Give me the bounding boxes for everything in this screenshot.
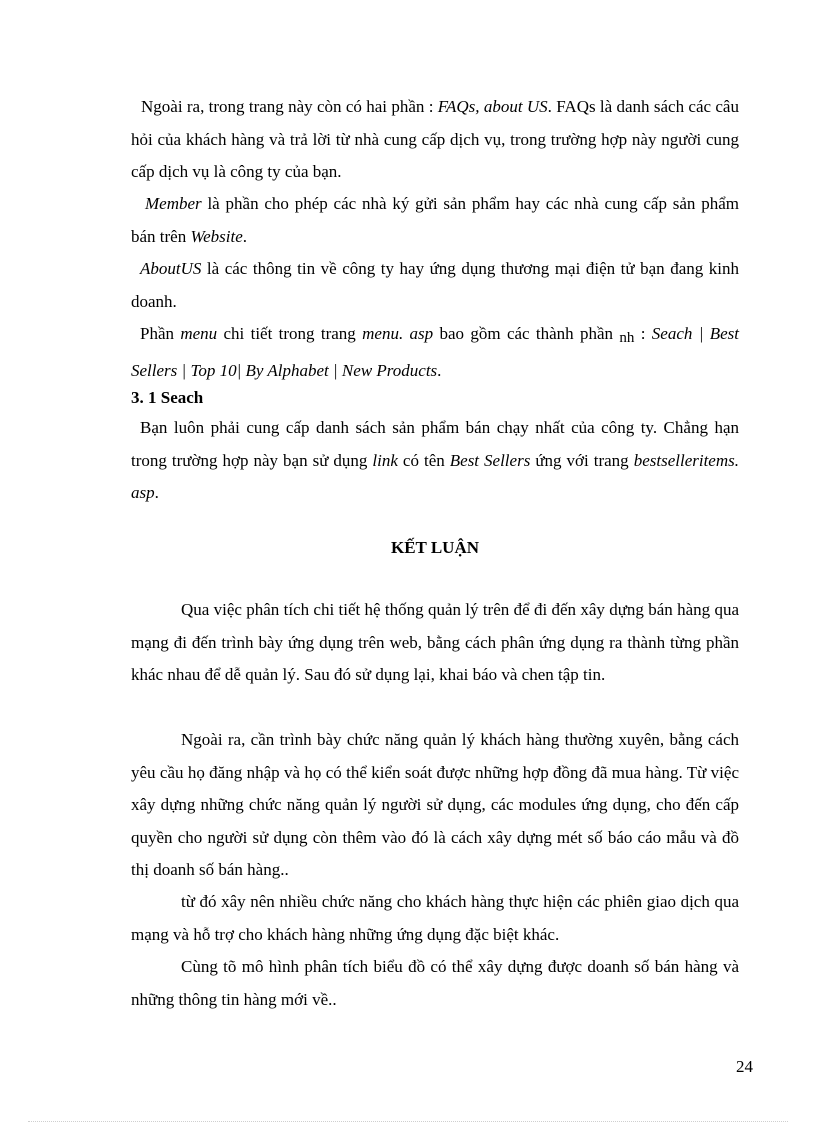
conclusion-paragraph: Ngoài ra, cần trình bày chức năng quản lý khách hàng thường xuyên, bằng cách yêu cầu họ đăng nhập và họ có thể kiển soát được những hợp đồng đã mua hàng. Từ việc xây dựng những chức năng quản lý người sử dụng, các modules ứng dụng, cho đến cấp quyền cho người sử dụng còn thêm vào đó là cách xây dựng mét số báo cáo mẫu và đồ thị doanh số bán hàng..	[131, 730, 739, 879]
text-run: Phần	[140, 324, 181, 343]
page-bottom-divider	[28, 1121, 788, 1122]
text-run: là các thông tin về công ty hay ứng dụng thương mại điện tử bạn đang kinh doanh.	[131, 259, 739, 311]
paragraph-member	[131, 188, 739, 253]
conclusion-paragraph: từ đó xây nên nhiều chức năng cho khách hàng thực hiện các phiên giao dịch qua mạng và hỗ trợ cho khách hàng những ứng dụng đặc biệt khác.	[131, 892, 739, 944]
text-run: Ngoài ra, trong trang này còn có hai phần :	[141, 97, 438, 116]
page-number: 24	[736, 1057, 753, 1076]
paragraph-aboutus	[131, 253, 739, 318]
text-run: bao gồm các thành phần	[433, 324, 620, 343]
conclusion-title: KẾT LUẬN	[390, 538, 479, 557]
conclusion-paragraph: Qua việc phân tích chi tiết hệ thống quản lý trên để đi đến xây dựng bán hàng qua mạng đi đến trình bày ứng dụng trên web, bằng cách phân ứng dụng ra thành từng phần khác nhau để dễ quản lý. Sau đó sử dụng lại, khai báo và chen tập tin.	[131, 600, 739, 684]
text-run: nh	[619, 330, 635, 346]
text-run: .	[242, 226, 247, 246]
italic-run: menu	[180, 324, 218, 343]
italic-run: Website	[190, 226, 243, 246]
text-run: . FAQs là danh sách các câu hỏi của khách hàng và trả lời từ nhà cung cấp dịch vụ, trong trường hợp này người cung cấp dịch vụ là công ty của bạn.	[131, 97, 739, 181]
text-run: ứng với trang	[530, 450, 634, 470]
paragraph-faqs	[131, 91, 739, 189]
text-run: chi tiết trong trang	[217, 324, 363, 343]
text-run: là phần cho phép các nhà ký gửi sản phẩm hay các nhà cung cấp sản phẩm bán trên	[131, 194, 739, 246]
text-run: có tên	[397, 450, 450, 470]
conclusion-paragraph: Cùng tõ mô hình phân tích biểu đồ có thể xây dựng được doanh số bán hàng và những thông tin hàng mới về..	[131, 957, 739, 1009]
paragraph-menu	[131, 318, 739, 387]
text-run: :	[634, 324, 652, 343]
italic-run: Seach | Best Sellers | Top 10| By Alphabet | New Products	[131, 324, 739, 380]
italic-run: FAQs, about US	[437, 97, 548, 116]
italic-run: link	[372, 450, 398, 470]
italic-run: menu. asp	[362, 324, 434, 343]
paragraph-seach	[131, 412, 739, 510]
section-heading: 3. 1 Seach	[131, 388, 204, 407]
italic-run: Best Sellers	[449, 450, 531, 470]
text-run: .	[154, 483, 159, 502]
text-run: Bạn luôn phải cung cấp danh sách sản phẩm bán chạy nhất của công ty. Chẳng hạn trong trường hợp này bạn sử dụng	[131, 418, 739, 470]
italic-run: Member	[145, 194, 202, 213]
text-run: .	[437, 360, 442, 380]
italic-run: bestselleritems. asp	[131, 450, 739, 502]
italic-run: AboutUS	[140, 259, 202, 278]
